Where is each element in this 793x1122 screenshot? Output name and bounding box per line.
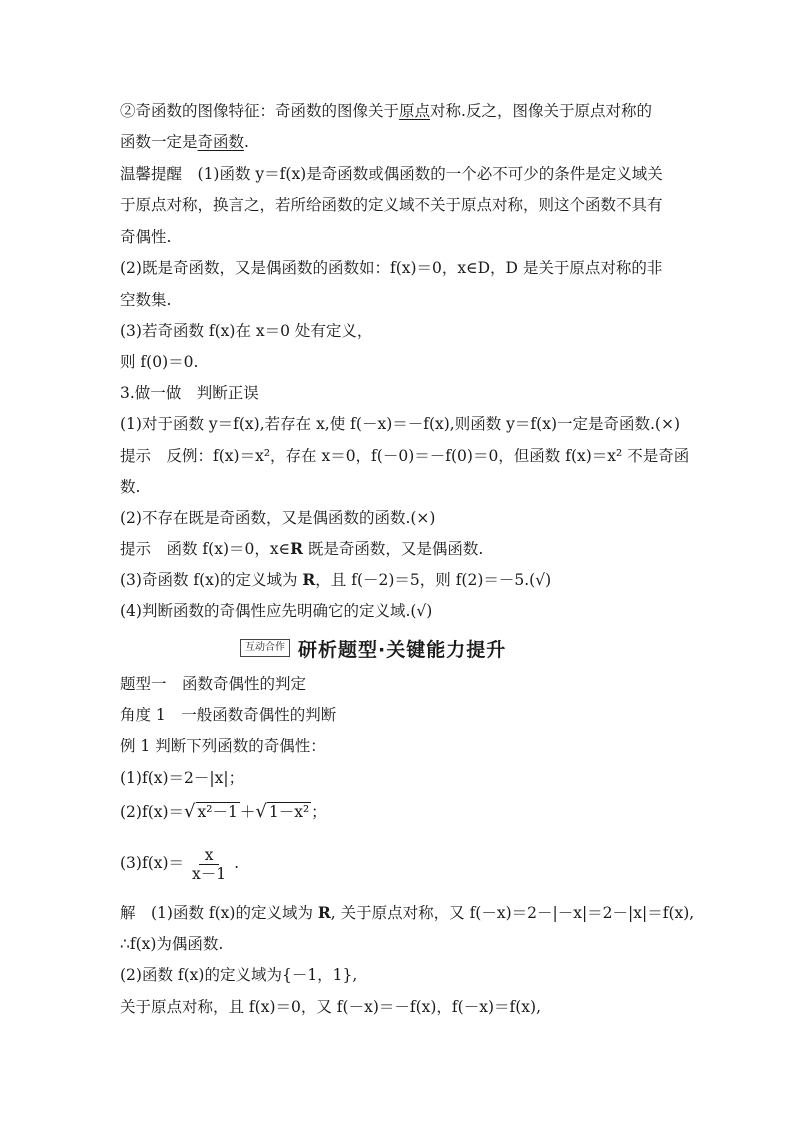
text: (2)f(x)＝ [120,803,185,821]
underlined-term: 原点 [399,102,431,120]
paragraph-line: (2)函数 f(x)的定义域为{－1，1}, [120,966,358,984]
numerator: x [199,846,220,865]
section-heading: 题型一 函数奇偶性的判定 [120,675,307,693]
paragraph-line: (1)f(x)＝2－|x|； [120,769,245,787]
paragraph-line: 数. [120,478,141,496]
paragraph-line: (2)不存在既是奇函数，又是偶函数的函数.(×) [120,509,436,527]
text: 对称.反之，图像关于原点对称的 [430,102,652,120]
paragraph-line [120,164,663,184]
text: . [244,133,249,151]
paragraph-line: (3)若奇函数 f(x)在 x＝0 处有定义， [120,322,373,340]
text: (1)函数 y＝f(x)是奇函数或偶函数的一个必不可少的条件是定义域关 [182,165,663,183]
text: ； [311,803,327,821]
text: , 关于原点对称，又 f(－x)＝2－|－x|＝2－|x|＝f(x), [330,904,695,922]
radical-sign: √ [255,801,267,822]
paragraph-line: 提示 反例：f(x)＝x²，存在 x＝0，f(－0)＝－f(0)＝0，但函数 f(x)＝x² 不是奇函 [120,447,690,465]
paragraph-line: (4)判断函数的奇偶性应先明确它的定义域.(√) [120,602,433,620]
radicand: 1－x² [268,803,310,821]
text: 函数一定是 [120,133,198,151]
example-heading: 例 1 判断下列函数的奇偶性： [120,737,326,755]
banner-tag: 互动合作 [240,639,290,657]
paragraph-line: (1)对于函数 y＝f(x),若存在 x,使 f(－x)＝－f(x),则函数 y＝f(x)一定是奇函数.(×) [120,415,680,433]
section-banner [240,636,506,660]
text: (3)奇函数 f(x)的定义域为 [120,571,303,589]
paragraph-line [120,539,483,559]
text: . [234,854,240,872]
banner-title: 研析题型·关键能力提升 [298,638,507,661]
underlined-term: 奇函数 [197,133,245,151]
paragraph-line: 则 f(0)＝0. [120,353,199,371]
subsection-heading: 角度 1 一般函数奇偶性的判断 [120,706,337,724]
text: 提示 函数 f(x)＝0，x∈ [120,540,291,558]
reminder-label: 温馨提醒 [120,165,183,183]
paragraph-line [120,903,694,923]
bold-symbol: R [317,903,331,922]
text: ，且 f(－2)＝5，则 f(2)＝－5.(√) [315,571,552,589]
text: 既是奇函数，又是偶函数. [302,540,484,558]
text: 解 (1)函数 f(x)的定义域为 [120,904,318,922]
paragraph-line: ∴f(x)为偶函数. [120,935,224,953]
paragraph-line: 3.做一做 判断正误 [120,384,259,402]
bold-symbol: R [290,539,303,558]
paragraph-line: 奇偶性. [120,228,172,246]
paragraph-line: 于原点对称，换言之，若所给函数的定义域不关于原点对称，则这个函数不具有 [120,196,663,214]
paragraph-line: 空数集. [120,291,172,309]
text: ＋ [239,803,256,821]
paragraph-line: (2)既是奇函数，又是偶函数的函数如：f(x)＝0，x∈D，D 是关于原点对称的非 [120,259,663,277]
paragraph-line: 关于原点对称，且 f(x)＝0，又 f(－x)＝－f(x)，f(－x)＝f(x), [120,998,542,1016]
bold-symbol: R [302,570,316,589]
paragraph-line [120,132,249,152]
paragraph-line [120,101,652,121]
formula-line [120,844,239,883]
text: (3)f(x)＝ [120,854,185,872]
denominator: x－1 [192,864,227,883]
radicand: x²－1 [197,803,238,821]
formula-line [120,802,327,822]
fraction [186,846,232,883]
paragraph-line [120,570,551,590]
radical-sign: √ [184,801,196,822]
text: ②奇函数的图像特征：奇函数的图像关于 [120,102,400,120]
